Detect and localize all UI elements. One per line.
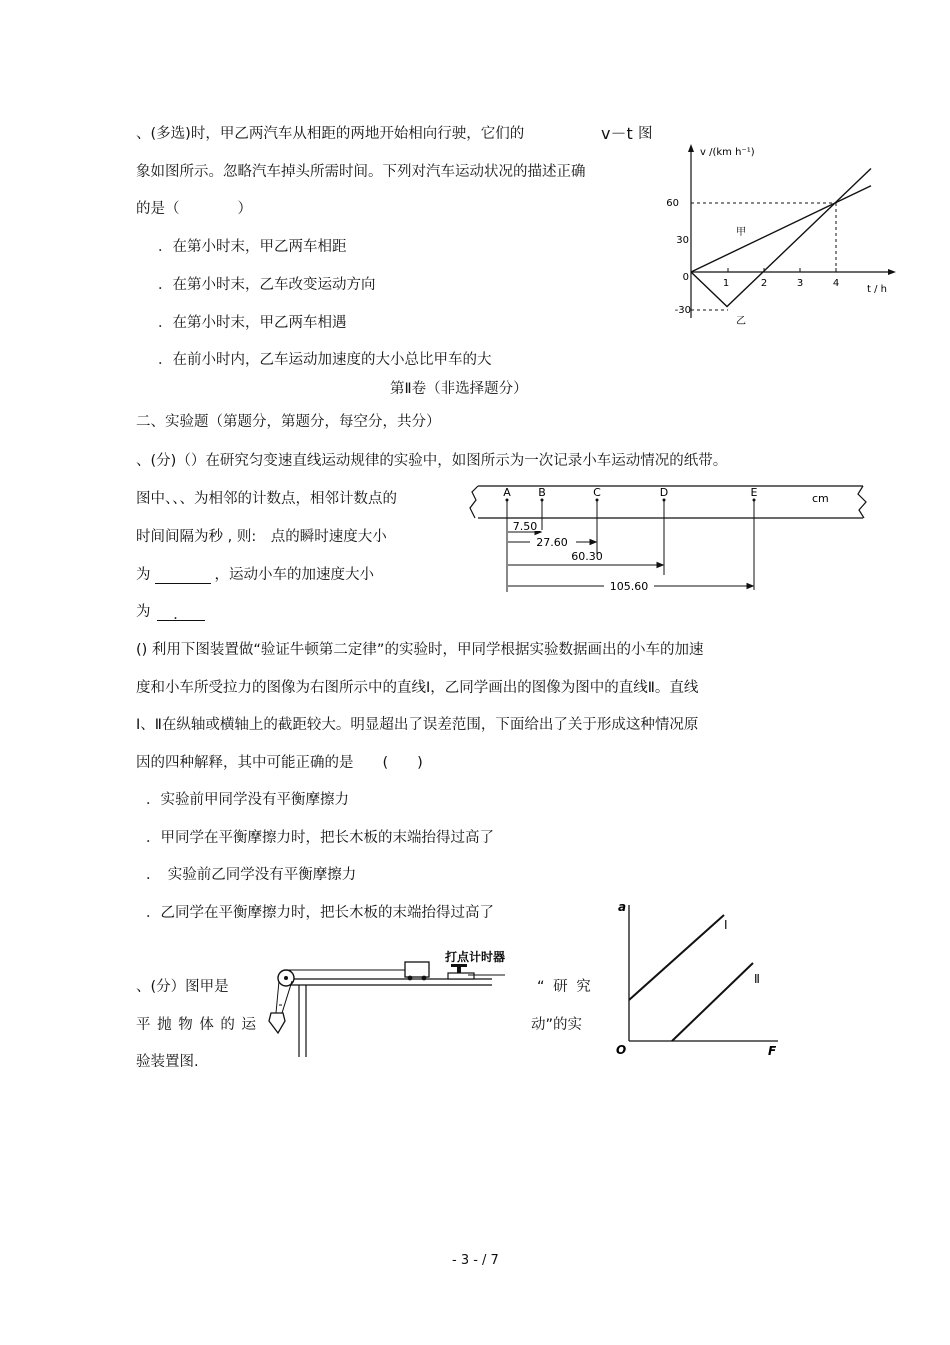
cart-body <box>405 962 429 977</box>
vt-y-arrow <box>688 144 694 152</box>
vt-label-jia: 甲 <box>736 227 746 238</box>
vt-ytick-60: 60 <box>666 198 679 209</box>
q-tape-line3: 时间间隔为秒 , 则: 点的瞬时速度大小 <box>136 529 387 545</box>
tape-point-a: A <box>503 486 511 499</box>
q-pingpao-l2a: 平 抛 物 体 的 运 <box>136 1017 257 1033</box>
vt-xlabel: t / h <box>867 284 887 295</box>
tape-dot-a <box>506 499 509 502</box>
q-tape-line4-suffix: ，运动小车的加速度大小 <box>214 567 374 583</box>
vt-label-yi: 乙 <box>736 316 746 327</box>
q-vt-option-a: ．在第小时末，甲乙两车相距 <box>158 239 347 255</box>
q-vt-option-c: ．在第小时末，甲乙两车相遇 <box>158 315 347 331</box>
cart-wheel-front <box>408 976 413 981</box>
weight-bucket <box>269 1013 285 1033</box>
tape-torn-right <box>858 486 866 518</box>
tape-dot-c <box>596 499 599 502</box>
timer-base <box>448 973 474 979</box>
tape-dim-ab-label: 7.50 <box>512 520 538 533</box>
answer-blank-velocity[interactable] <box>155 569 211 584</box>
paper-tape-figure <box>466 480 876 595</box>
vt-symbol: v－t <box>601 124 633 143</box>
q-tape-line5 <box>136 603 205 621</box>
q-newton-option-a: ．实验前甲同学没有平衡摩擦力 <box>146 792 349 808</box>
tape-dim-ac-label: 27.60 <box>536 536 568 549</box>
vt-series-line-yi <box>691 169 871 307</box>
timer-head <box>451 964 467 967</box>
vt-ylabel: v /(km h⁻¹) <box>700 147 755 158</box>
af-label-i: Ⅰ <box>724 918 728 932</box>
q-tape-line4 <box>136 566 374 584</box>
q-tape-line4-prefix: 为 <box>136 567 151 583</box>
vt-ytick-30: 30 <box>676 235 689 246</box>
vt-x-arrow <box>888 269 896 275</box>
af-axis-f: F <box>768 1044 777 1058</box>
vt-ytick-neg30: -30 <box>674 305 691 316</box>
cart-wheel-rear <box>422 976 427 981</box>
q-newton-p1: () 利用下图装置做“验证牛顿第二定律”的实验时，甲同学根据实验数据画出的小车的加速 <box>136 642 704 658</box>
tape-unit: cm <box>812 492 829 505</box>
tape-dim-ae-label: 105.60 <box>609 580 649 593</box>
tape-torn-left <box>470 486 478 518</box>
vt-series-group <box>691 169 871 307</box>
q-tape-line1: 、(分)（）在研究匀变速直线运动规律的实验中，如图所示为一次记录小车运动情况的纸带。 <box>136 453 728 469</box>
q-pingpao-l1a: 、(分）图甲是 <box>136 979 229 995</box>
q-vt-line1: 、(多选)时，甲乙两汽车从相距的两地开始相向行驶，它们的 <box>136 126 525 142</box>
q-vt-option-d: ．在前小时内，乙车运动加速度的大小总比甲车的大 <box>158 352 492 368</box>
tape-dim-ac-arrow <box>590 540 596 545</box>
vt-xtick-label-1: 1 <box>722 278 730 289</box>
pulley-axle <box>284 976 288 980</box>
vt-xtick-label-4: 4 <box>832 278 840 289</box>
answer-blank-acceleration[interactable]: ． <box>157 606 205 621</box>
timer-post <box>457 966 461 973</box>
vt-ytick-0: 0 <box>682 272 689 283</box>
tape-point-c: C <box>593 486 601 499</box>
vt-graph <box>660 138 900 338</box>
tape-point-d: D <box>659 486 669 499</box>
q-newton-option-c: ． 实验前乙同学没有平衡摩擦力 <box>146 867 357 883</box>
af-line-i <box>629 915 724 1000</box>
af-origin: O <box>616 1043 627 1057</box>
vt-xtick-label-3: 3 <box>796 278 804 289</box>
q-newton-p4: 因的四种解释，其中可能正确的是 ( ) <box>136 755 423 771</box>
tape-point-e: E <box>750 486 758 499</box>
q-vt-tu: 图 <box>638 126 653 142</box>
tape-dot-e <box>753 499 756 502</box>
page-number: - 3 - / 7 <box>452 1253 499 1268</box>
q-newton-p2: 度和小车所受拉力的图像为右图所示中的直线Ⅰ，乙同学画出的图像为图中的直线Ⅱ。直线 <box>136 680 699 696</box>
tape-dim-ad-label: 60.30 <box>571 550 603 563</box>
apparatus-figure <box>262 945 517 1063</box>
af-line-ii <box>672 963 753 1041</box>
a-f-graph <box>610 895 785 1060</box>
q-newton-p3: Ⅰ、Ⅱ在纵轴或横轴上的截距较大。明显超出了误差范围，下面给出了关于形成这种情况原 <box>136 717 699 733</box>
tape-dot-b <box>541 499 544 502</box>
vt-xtick-label-2: 2 <box>760 278 768 289</box>
tape-point-b: B <box>538 486 546 499</box>
tape-dot-d <box>663 499 666 502</box>
q-newton-option-b: ．甲同学在平衡摩擦力时，把长木板的末端抬得过高了 <box>146 830 494 846</box>
q-vt-line2: 象如图所示。忽略汽车掉头所需时间。下列对汽车运动状况的描述正确 <box>136 164 586 180</box>
q-pingpao-l3: 验装置图. <box>136 1054 199 1070</box>
timer-label: 打点计时器 <box>445 950 506 964</box>
hang-string-left <box>276 981 279 1013</box>
q-vt-line3: 的是（ ） <box>136 201 252 217</box>
tape-dim-ae-arrow <box>747 584 753 589</box>
af-label-ii: Ⅱ <box>754 972 760 986</box>
q-pingpao-l2b: 动”的实 <box>531 1017 583 1033</box>
q-vt-option-b: ．在第小时末，乙车改变运动方向 <box>158 277 376 293</box>
q-newton-option-d: ．乙同学在平衡摩擦力时，把长木板的末端抬得过高了 <box>146 905 494 921</box>
q-tape-line2: 图中、、、为相邻的计数点，相邻计数点的 <box>136 491 397 507</box>
q-pingpao-l1b: “ 研 究 <box>537 979 591 995</box>
q-tape-line5-prefix: 为 <box>136 604 151 620</box>
vt-series-line-jia <box>691 186 871 272</box>
af-axis-a: a <box>618 900 627 914</box>
section2-title: 第Ⅱ卷（非选择题分） <box>390 381 528 397</box>
tape-dim-ad-arrow <box>657 563 663 568</box>
section2-heading: 二、实验题（第题分，第题分，每空分，共分） <box>136 414 441 430</box>
